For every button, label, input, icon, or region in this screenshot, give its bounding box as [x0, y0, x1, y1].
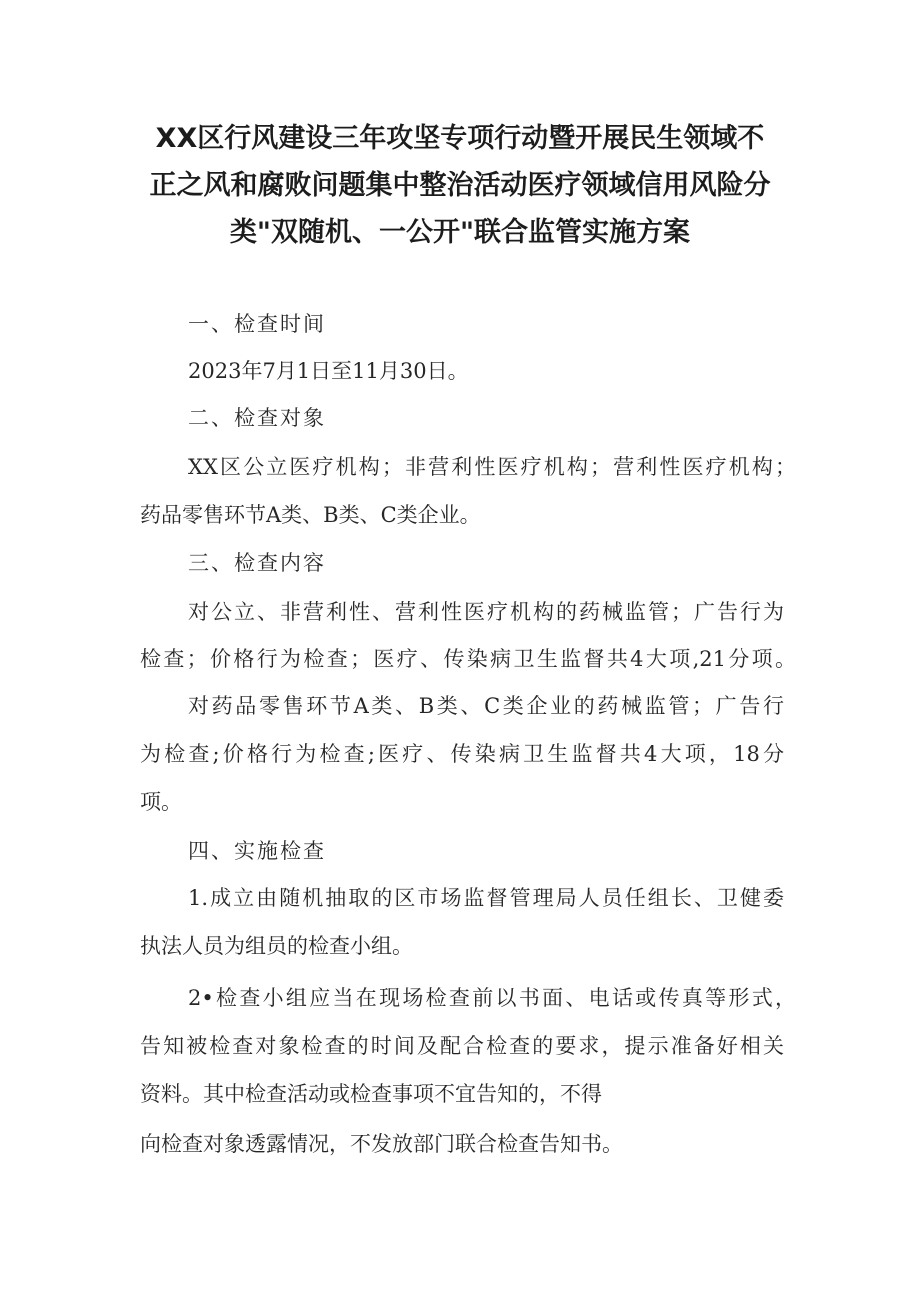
implement-item2-line-1: 2•检查小组应当在现场检查前以书面、电话或传真等形式， — [188, 986, 796, 1010]
implement-item1-line-1: 1.成立由随机抽取的区市场监督管理局人员任组长、卫健委 — [188, 886, 784, 910]
implement-item2-line-4: 向检查对象透露情况，不发放部门联合检查告知书。 — [140, 1132, 623, 1156]
section-heading-inspection-content: 三、检查内容 — [188, 551, 326, 575]
inspection-content-para2-line-1: 对药品零售环节A类、B类、C类企业的药械监管；广告行 — [188, 694, 784, 718]
inspection-content-para1-line-1: 对公立、非营利性、营利性医疗机构的药械监管；广告行为 — [188, 600, 784, 624]
inspection-content-para2-line-2: 为检查;价格行为检查;医疗、传染病卫生监督共4大项，18分 — [140, 742, 784, 766]
implement-item2-line-2: 告知被检查对象检查的时间及配合检查的要求，提示准备好相关 — [140, 1034, 784, 1058]
document-title-line-1: XX区行风建设三年攻坚专项行动暨开展民生领域不 — [155, 123, 765, 154]
implement-item2-line-3: 资料。其中检查活动或检查事项不宜告知的，不得 — [140, 1082, 602, 1106]
inspection-time-text: 2023年7月1日至11月30日。 — [188, 359, 469, 383]
document-title-line-3: 类"双随机、一公开"联合监管实施方案 — [229, 217, 691, 248]
implement-item1-line-2: 执法人员为组员的检查小组。 — [140, 934, 413, 958]
document-title-line-2: 正之风和腐败问题集中整治活动医疗领域信用风险分 — [149, 170, 771, 201]
section-heading-implement-inspection: 四、实施检查 — [188, 839, 326, 863]
section-heading-inspection-targets: 二、检查对象 — [188, 406, 326, 430]
inspection-targets-line-1: XX区公立医疗机构；非营利性医疗机构；营利性医疗机构； — [188, 455, 796, 479]
inspection-targets-line-2: 药品零售环节A类、B类、C类企业。 — [140, 503, 481, 527]
inspection-content-para2-line-3: 项。 — [140, 790, 182, 814]
inspection-content-para1-line-2: 检查；价格行为检查；医疗、传染病卫生监督共4大项,21分项。 — [140, 647, 796, 671]
section-heading-inspection-time: 一、检查时间 — [188, 312, 326, 336]
